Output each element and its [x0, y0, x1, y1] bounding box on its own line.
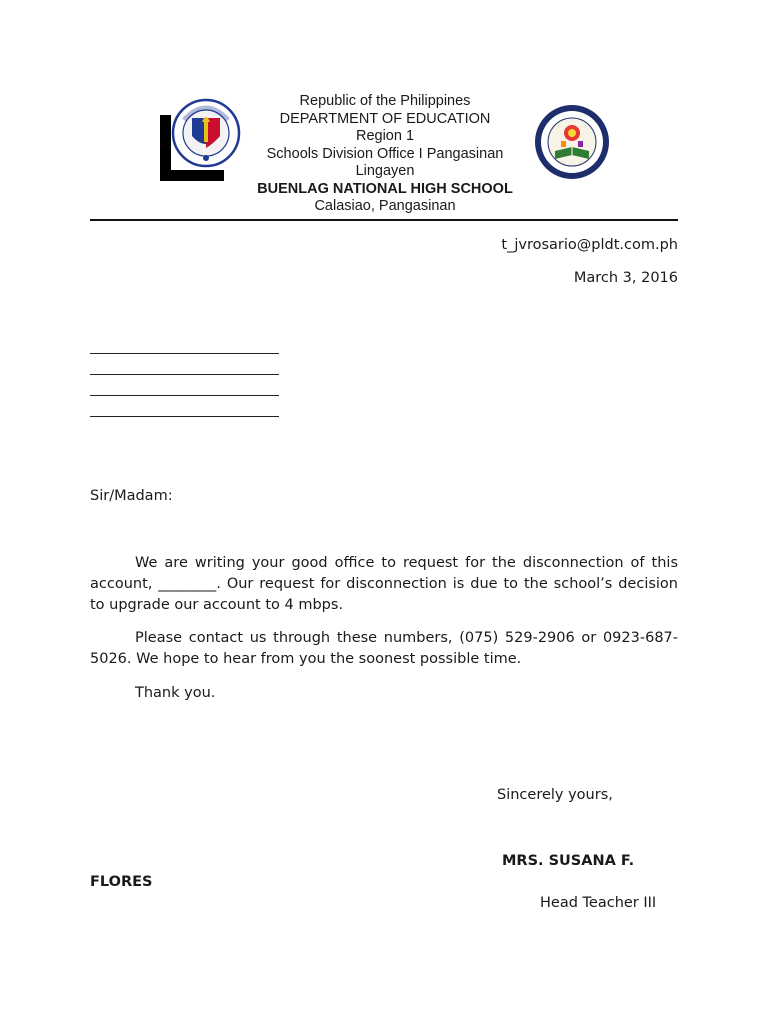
- header-line-republic: Republic of the Philippines: [299, 93, 471, 109]
- salutation: Sir/Madam:: [90, 488, 173, 504]
- header-line-city: Lingayen: [355, 163, 415, 179]
- header-divider: [90, 219, 678, 221]
- body-paragraph-2: [90, 628, 678, 670]
- recipient-line-4: [90, 416, 279, 417]
- school-name: BUENLAG NATIONAL HIGH SCHOOL: [257, 180, 513, 197]
- letter-date: March 3, 2016: [573, 270, 678, 286]
- thank-you: [90, 683, 215, 704]
- paragraph-2-text: Please contact us through these numbers, (075) 529-2906 or 0923-687-5026. We hope to hear from you the soonest possible time.: [90, 630, 678, 667]
- sender-email: t_jvrosario@pldt.com.ph: [501, 237, 678, 253]
- header-line-division: Schools Division Office I Pangasinan: [266, 145, 504, 162]
- header-line-region: Region 1: [355, 128, 415, 144]
- signatory-position: Head Teacher III: [540, 895, 657, 911]
- recipient-line-3: [90, 395, 279, 396]
- paragraph-1-text: We are writing your good office to request for the disconnection of this account,: [90, 555, 678, 592]
- school-address: Calasiao, Pangasinan: [314, 198, 456, 214]
- recipient-line-2: [90, 374, 279, 375]
- division-seal-icon: [533, 103, 611, 181]
- account-blank: ________: [158, 576, 217, 592]
- signatory-name-line-1: MRS. SUSANA F.: [502, 853, 635, 869]
- paragraph-1-text-end: . Our request for disconnection is due to the school’s decision to upgrade our account to 4 mbps.: [90, 576, 678, 613]
- body-paragraph-1: [90, 553, 678, 616]
- letterhead: [230, 93, 540, 216]
- division-seal: [533, 103, 611, 181]
- header-line-department: DEPARTMENT OF EDUCATION: [279, 110, 491, 127]
- closing: Sincerely yours,: [497, 787, 613, 803]
- thank-you-text: Thank you.: [135, 685, 216, 701]
- signatory-name-line-2: FLORES: [90, 874, 153, 890]
- recipient-line-1: [90, 353, 279, 354]
